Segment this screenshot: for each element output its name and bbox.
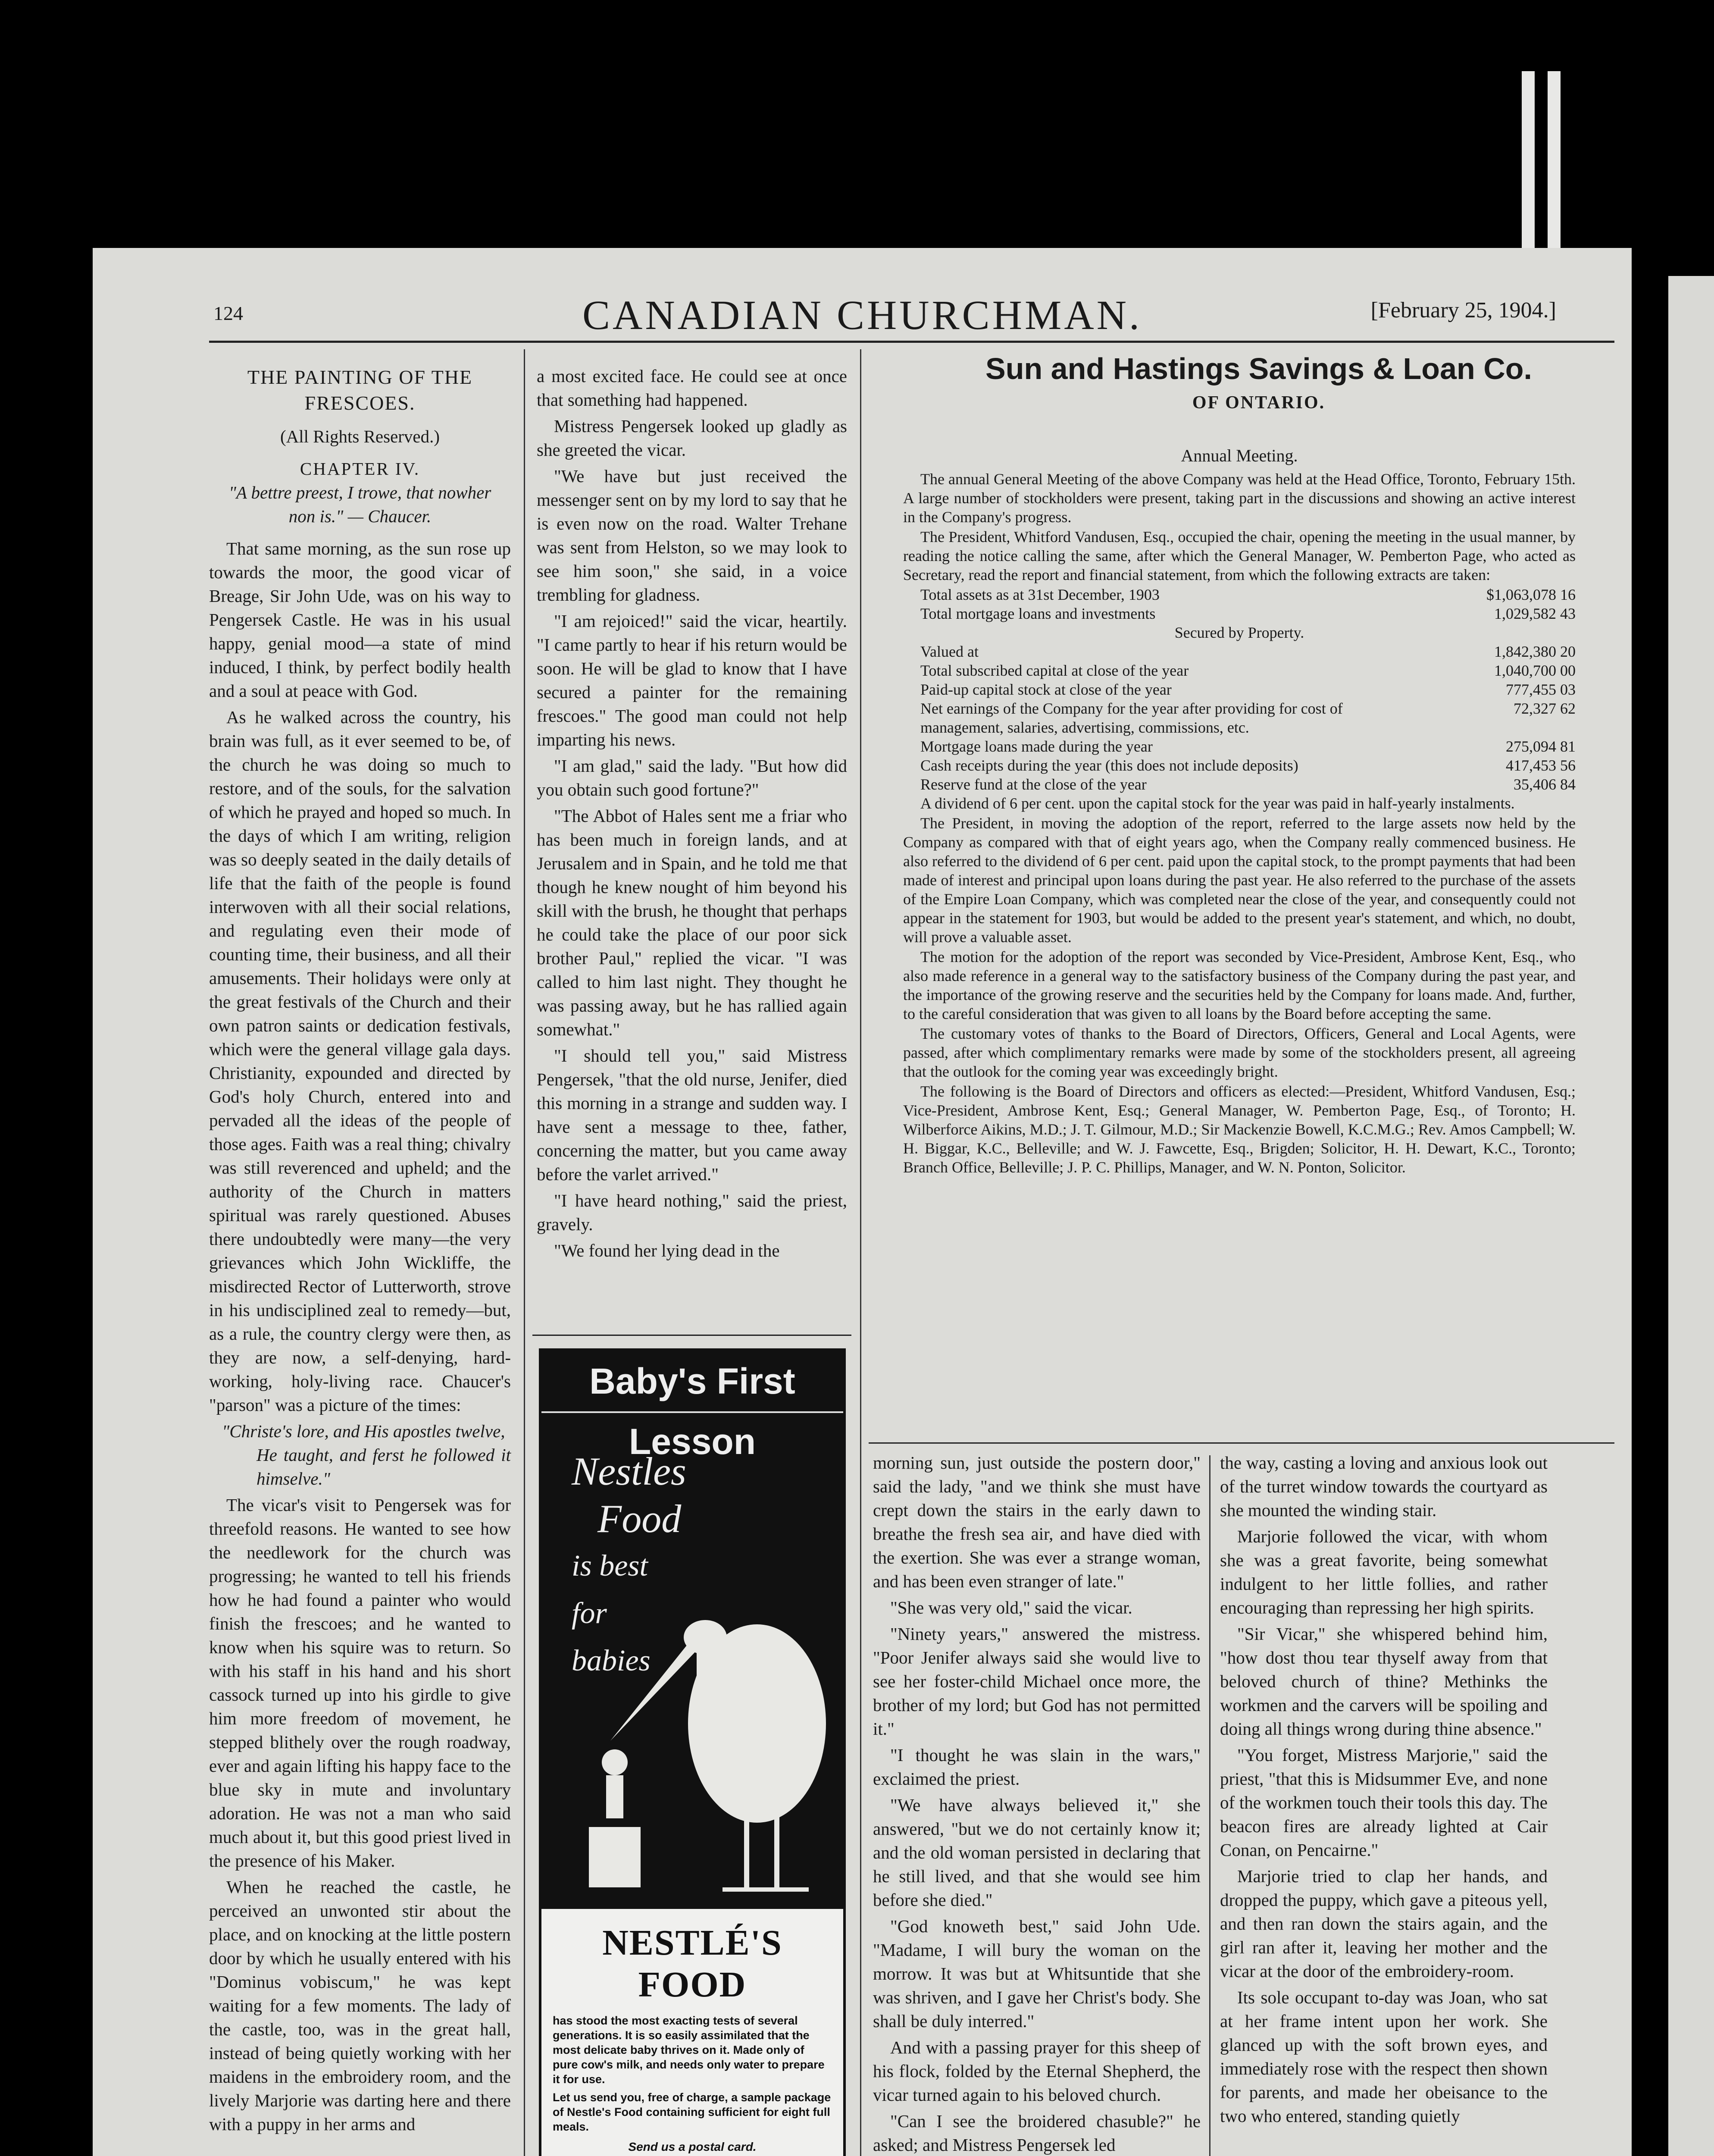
figure-row: Cash receipts during the year (this does not include deposits) 417,453 56 xyxy=(920,757,1576,774)
paragraph: "The Abbot of Hales sent me a friar who has been much in foreign lands, and at Jerusalem and in Spain, and he told me that though he knew nought of him beyond his skill with the brush, he thought that perhaps he could take the place of our poor sick brother Paul," replied the vicar. "I was called to him last night. They thought he was passing away, but he has rallied again somewhat." xyxy=(537,806,847,1039)
figure-row: Total subscribed capital at close of the year 1,040,700 00 xyxy=(920,662,1576,679)
paragraph: Its sole occupant to-day was Joan, who sat at her frame intent upon her work. She glanced up with the soft brown eyes, and immediately rose with the respect then shown for parents, and made her obeisance to the two who entered, standing quietly xyxy=(1220,1987,1548,2126)
page-header xyxy=(93,289,1632,336)
ad-body xyxy=(553,2013,832,2134)
loan-paragraph: The motion for the adoption of the report was seconded by Vice-President, Ambrose Kent, Esq., who also made reference in a general way to the satisfactory business of the Company during the past year, and the importance of the growing reserve and the securities held by the Company for loans made. And, further, to the careful consideration that was given to all loans by the Board before accepting the same. xyxy=(903,948,1576,1022)
loan-paragraph: The annual General Meeting of the above Company was held at the Head Office, Toronto, February 15th. A large number of stockholders were present, taking part in the discussions and showing an active interest in the Company's progress. xyxy=(903,470,1576,526)
figure-row: Paid-up capital stock at close of the year 777,455 03 xyxy=(920,681,1576,698)
chapter-heading: CHAPTER IV. xyxy=(300,459,420,479)
column-divider-3 xyxy=(1209,1455,1210,2156)
column-divider-1 xyxy=(524,349,525,2156)
paragraph: "We have but just received the messenger sent on by my lord to say that he is even now on the road. Walter Trehane was sent from Helston, so we may look to see him soon," she said, in a voice trembling for gladness. xyxy=(537,466,847,605)
figure-row: Mortgage loans made during the year 275,094 81 xyxy=(920,738,1576,755)
epigraph-line1: "A bettre preest, I trowe, that nowher xyxy=(228,483,491,502)
nestle-advertisement xyxy=(539,1348,846,2156)
verse-line: "Christe's lore, and His apostles twelve, xyxy=(222,1421,505,1441)
paragraph: Mistress Pengersek looked up gladly as she greeted the vicar. xyxy=(537,416,847,460)
paragraph: And with a passing prayer for this sheep of his flock, folded by the Eternal Shepherd, the vicar turned again to his beloved church. xyxy=(873,2037,1201,2105)
baby-icon xyxy=(572,1741,658,1892)
paragraph: Marjorie tried to clap her hands, and dropped the puppy, which gave a piteous yell, and then ran down the stairs again, and the girl ran after it, leaving her mother and the vicar at the door of the embroidery-room. xyxy=(1220,1866,1548,1981)
paragraph: "I am rejoiced!" said the vicar, heartily. "I came partly to hear if his return would be soon. He will be glad to know that I have secured a painter for the remaining frescoes." The good man could not help imparting his news. xyxy=(537,611,847,749)
loan-subtitle: OF ONTARIO. xyxy=(1192,393,1326,413)
header-rule xyxy=(209,341,1614,343)
rights-notice: (All Rights Reserved.) xyxy=(280,426,440,446)
ad-brand: NESTLÉ'S FOOD xyxy=(602,1923,782,2005)
paragraph: As he walked across the country, his brain was full, as it ever seemed to be, of the church he was doing so much to restore, and of the souls, for the salvation of which he prayed and hoped so much. In the days of which I am writing, religion was so deeply seated in the daily details of life that the faith of the people is found interwoven with all their social relations, and regulating even their mode of counting time, their business, and all their amusements. Their holidays were only at the great festivals of the Church and their own patron saints or dedication festivals, which were the general village gala days. Christianity, expounded and directed by God's holy Church, entered into and pervaded all the ideas of the people of those ages. Faith was a real thing; chivalry was still reverenced and upheld; and the authority of the Church in matters spiritual was rarely questioned. Abuses there undoubtedly were many—the very grievances which John Wickliffe, the misdirected Rector of Lutterworth, strove in his undisciplined zeal to remedy—but, as a rule, the country clergy were then, as they are now, a self-denying, hard-working, holy-living race. Chaucer's "parson" was a picture of the times: xyxy=(209,707,511,1415)
ad-text-panel xyxy=(541,1909,843,2156)
figure-row: Valued at 1,842,380 20 xyxy=(920,643,1576,660)
loan-paragraph: The President, in moving the adoption of the report, referred to the large assets now held by the Company as compared with that of eight years ago, when the Company really commenced business. He also referred to the dividend of 6 per cent. paid upon the capital stock, to the prompt payments that had been made of interest and principal upon loans during the past year. He also referred to the purchase of the assets of the Empire Loan Company, which was completed near the close of the year, and consequently could not appear in the statement for 1903, but would be added to the present year's statement, and which, no doubt, will prove a valuable asset. xyxy=(903,815,1576,946)
epigraph-line2: non is." — Chaucer. xyxy=(288,506,432,526)
masthead: CANADIAN CHURCHMAN. xyxy=(582,292,1142,338)
story-column-2 xyxy=(537,364,847,1265)
ad-body-text: Let us send you, free of charge, a sample package of Nestle's Food containing sufficient for eight full meals. xyxy=(553,2091,831,2133)
paragraph: That same morning, as the sun rose up towards the moor, the good vicar of Breage, Sir John Ude, was on his way to Pengersek Castle. He was in his usual happy, genial mood—a state of mind induced, I think, by perfect bodily health and a soul at peace with God. xyxy=(209,539,511,701)
paragraph: "She was very old," said the vicar. xyxy=(890,1598,1132,1617)
ad-postal: Send us a postal card. xyxy=(628,2140,757,2153)
verse-line: He taught, and ferst he followed it himselve." xyxy=(256,1445,511,1489)
paragraph: "Can I see the broidered chasuble?" he asked; and Mistress Pengersek led xyxy=(873,2111,1201,2155)
figure-row: Reserve fund at the close of the year 35,406 84 xyxy=(920,776,1576,793)
loan-paragraph: A dividend of 6 per cent. upon the capital stock for the year was paid in half-yearly instalments. xyxy=(920,795,1515,812)
paragraph: "I have heard nothing," said the priest, gravely. xyxy=(537,1191,847,1234)
paragraph: "Ninety years," answered the mistress. "Poor Jenifer always said she would live to see her foster-child Michael once more, the brother of my lord; but God has not permitted it." xyxy=(873,1624,1201,1739)
paragraph: "You forget, Mistress Marjorie," said the priest, "that this is Midsummer Eve, and none of the workmen touch their tools this day. The beacon fires are already lighted at Cair Conan, on Pencairne." xyxy=(1220,1745,1548,1860)
paragraph: the way, casting a loving and anxious look out of the turret window towards the courtyard as she mounted the winding stair. xyxy=(1220,1453,1548,1520)
story-rule xyxy=(532,1335,851,1336)
paragraph: "I am glad," said the lady. "But how did you obtain such good fortune?" xyxy=(537,756,847,799)
paragraph: The vicar's visit to Pengersek was for threefold reasons. He wanted to see how the needlework for the church was progressing; he wanted to tell his friends how he had found a painter who would finish the frescoes; and he wanted to know when his squire was to return. So with his staff in his hand and his short cassock turned up into his girdle to give him more freedom of movement, he stepped blithely over the rough roadway, ever and again lifting his happy face to the blue sky in mute and involuntary adoration. He was not a man who said much about it, but this good priest lived in the presence of his Maker. xyxy=(209,1495,511,1871)
paragraph: "Sir Vicar," she whispered behind him, "how dost thou tear thyself away from that beloved church of thine? Methinks the workmen and the carvers will be spoiling and doing all things wrong during thine absence." xyxy=(1220,1624,1548,1739)
ad-script-line: Food xyxy=(597,1497,682,1541)
ad-banner: Baby's First Lesson xyxy=(541,1351,843,1413)
ad-script-line: for xyxy=(572,1597,607,1630)
ad-script-line: Nestles xyxy=(572,1449,686,1493)
ad-script-line: babies xyxy=(572,1644,651,1677)
figure-row: Net earnings of the Company for the year after providing for cost of management, salaries, advertising, commissions, etc. 72,327 62 xyxy=(920,700,1576,736)
meeting-heading: Annual Meeting. xyxy=(1181,446,1298,465)
secured-heading: Secured by Property. xyxy=(1174,624,1304,641)
story-title-line2: FRESCOES. xyxy=(304,392,416,414)
ad-script-line: is best xyxy=(572,1549,648,1583)
issue-date: [February 25, 1904.] xyxy=(1370,298,1556,323)
column-divider-2 xyxy=(860,349,861,2156)
paragraph: morning sun, just outside the postern door," said the lady, "and we think she must have crept down the stairs in the early dawn to breathe the fresh sea air, and have died with the exertion. She was ever a strange woman, and has been even stranger of late." xyxy=(873,1453,1201,1591)
story-column-4 xyxy=(1220,1451,1548,2131)
story-column-1 xyxy=(209,364,511,2139)
page-number: 124 xyxy=(213,302,243,324)
binding-bar-2 xyxy=(1548,71,1561,248)
paragraph: "I should tell you," said Mistress Pengersek, "that the old nurse, Jenifer, died this morning in a strange and sudden way. I have sent a message to thee, father, concerning the matter, but you came away before the varlet arrived." xyxy=(537,1046,847,1184)
loan-paragraph: The following is the Board of Directors and officers as elected:—President, Whitford Vandusen, Esq.; Vice-President, Ambrose Kent, Esq.; General Manager, W. Pemberton Page, Esq., of Toronto; H. Wilberforce Aikins, M.D.; J. T. Gilmour, M.D.; Sir Mackenzie Bowell, K.C.M.G.; Rev. Amos Campbell; W. H. Biggar, K.C., Belleville; and W. J. Fawcette, Esq., Brigden; Solicitor, H. H. Dewart, K.C., Toronto; Branch Office, Belleville; J. P. C. Phillips, Manager, and W. N. Ponton, Solicitor. xyxy=(903,1083,1576,1176)
paragraph: When he reached the castle, he perceived an unwonted stir about the place, and on knocking at the little postern door by which he usually entered with his "Dominus vobiscum," he was kept waiting for a few moments. The lady of the castle, too, was in the great hall, instead of being quietly working with her maidens in the embroidery room, and the lively Marjorie was darting here and there with a puppy in her arms and xyxy=(209,1877,511,2134)
paragraph: a most excited face. He could see at once that something had happened. xyxy=(537,366,847,410)
newspaper-page xyxy=(93,248,1632,2156)
ad-illustration xyxy=(541,1413,843,1909)
binding-bar-1 xyxy=(1522,71,1535,248)
loan-notice xyxy=(903,442,1576,1178)
story-column-3 xyxy=(873,1451,1201,2156)
story-title-line1: THE PAINTING OF THE xyxy=(247,366,473,388)
paragraph: Marjorie followed the vicar, with whom she was a great favorite, being somewhat indulgent to her little follies, and rather encouraging than repressing her high spirits. xyxy=(1220,1526,1548,1617)
loan-paragraph: The customary votes of thanks to the Board of Directors, Officers, General and Local Agents, were passed, after which complimentary remarks were made by some of the stockholders present, all agreeing that the outlook for the coming year was exceedingly bright. xyxy=(903,1025,1576,1080)
loan-title: Sun and Hastings Savings & Loan Co. xyxy=(985,352,1532,385)
paragraph: "God knoweth best," said John Ude. "Madame, I will bury the woman on the morrow. It was but at Whitsuntide that she was shriven, and I gave her Christ's body. She shall be duly interred." xyxy=(873,1916,1201,2031)
paragraph: "We have always believed it," she answered, "but we do not certainly know it; and the old woman persisted in declaring that he still lived, and that she would see him before she died." xyxy=(873,1795,1201,1910)
paragraph: "We found her lying dead in the xyxy=(554,1241,780,1260)
facing-page-edge xyxy=(1668,276,1714,2156)
figure-row: Total assets as at 31st December, 1903 $1,063,078 16 xyxy=(920,586,1576,603)
ad-body-text: has stood the most exacting tests of several generations. It is so easily assimilated that the most delicate baby thrives on it. Made only of pure cow's milk, and needs only water to prepare it for use. xyxy=(553,2014,825,2086)
loan-bottom-rule xyxy=(869,1442,1614,1444)
paragraph: "I thought he was slain in the wars," exclaimed the priest. xyxy=(873,1745,1201,1789)
loan-paragraph: The President, Whitford Vandusen, Esq., occupied the chair, opening the meeting in the usual manner, by reading the notice calling the same, after which the General Manager, W. Pemberton Page, who acted as Secretary, read the report and financial statement, from which the following extracts are taken: xyxy=(903,528,1576,583)
figure-row: Total mortgage loans and investments 1,029,582 43 xyxy=(920,605,1576,622)
